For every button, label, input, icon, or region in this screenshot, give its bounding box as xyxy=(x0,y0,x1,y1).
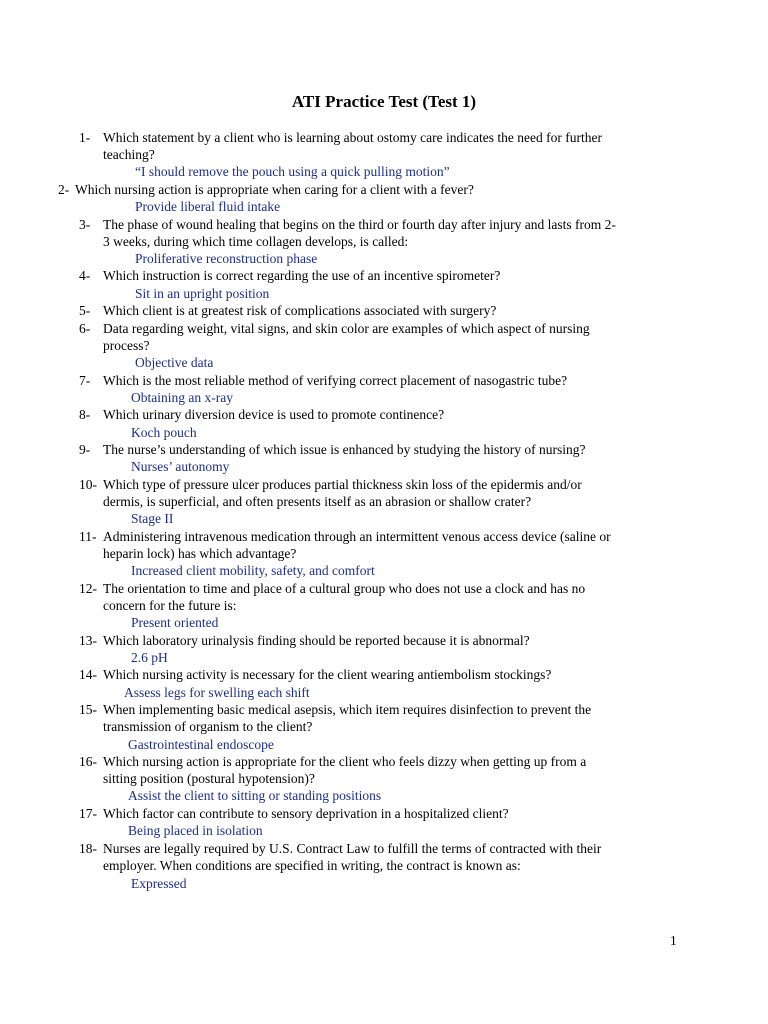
answer-9: Nurses’ autonomy xyxy=(131,459,230,474)
question-number: 9- xyxy=(79,442,91,457)
question-text-line: Which instruction is correct regarding the use of an incentive spirometer? xyxy=(103,268,501,283)
question-text-line: Administering intravenous medication through an intermittent venous access device (saline or xyxy=(103,529,611,544)
question-number: 3- xyxy=(79,217,91,232)
answer-12: Present oriented xyxy=(131,615,219,630)
question-text-line: sitting position (postural hypotension)? xyxy=(103,771,315,786)
question-number: 17- xyxy=(79,806,97,821)
question-number: 16- xyxy=(79,754,97,769)
answer-11: Increased client mobility, safety, and comfort xyxy=(131,563,375,578)
answer-10: Stage II xyxy=(131,511,174,526)
question-number: 6- xyxy=(79,321,91,336)
answer-4: Sit in an upright position xyxy=(135,286,270,301)
answer-2: Provide liberal fluid intake xyxy=(135,199,281,214)
question-text-line: Which nursing action is appropriate for the client who feels dizzy when getting up from a xyxy=(103,754,587,769)
question-text-line: When implementing basic medical asepsis, which item requires disinfection to prevent the xyxy=(103,702,592,717)
answer-13: 2.6 pH xyxy=(131,650,168,665)
answer-7: Obtaining an x-ray xyxy=(131,390,233,405)
question-number: 15- xyxy=(79,702,97,717)
question-text-line: Which laboratory urinalysis finding should be reported because it is abnormal? xyxy=(103,633,530,648)
answer-6: Objective data xyxy=(135,355,214,370)
question-number: 4- xyxy=(79,268,91,283)
question-number: 5- xyxy=(79,303,91,318)
question-number: 8- xyxy=(79,407,91,422)
answer-17: Being placed in isolation xyxy=(128,823,263,838)
question-text-line: heparin lock) has which advantage? xyxy=(103,546,297,561)
answer-18: Expressed xyxy=(131,876,187,891)
page-number: 1 xyxy=(670,933,677,948)
question-text-line: Which nursing activity is necessary for the client wearing antiembolism stockings? xyxy=(103,667,552,682)
question-text-line: process? xyxy=(103,338,150,353)
question-text-line: Which statement by a client who is learning about ostomy care indicates the need for further xyxy=(103,130,602,145)
question-text-line: 3 weeks, during which time collagen develops, is called: xyxy=(103,234,409,249)
question-text-line: The orientation to time and place of a cultural group who does not use a clock and has no xyxy=(103,581,586,596)
page-title: ATI Practice Test (Test 1) xyxy=(291,92,477,111)
question-text-line: Which client is at greatest risk of complications associated with surgery? xyxy=(103,303,497,318)
question-number: 10- xyxy=(79,477,97,492)
question-text-line: Which urinary diversion device is used to promote continence? xyxy=(103,407,445,422)
question-text-line: Nurses are legally required by U.S. Contract Law to fulfill the terms of contracted with their xyxy=(103,841,602,856)
answer-15: Gastrointestinal endoscope xyxy=(128,737,274,752)
question-text-line: Which factor can contribute to sensory deprivation in a hospitalized client? xyxy=(103,806,509,821)
question-text-line: Data regarding weight, vital signs, and skin color are examples of which aspect of nursing xyxy=(103,321,590,336)
question-text-line: The nurse’s understanding of which issue is enhanced by studying the history of nursing? xyxy=(103,442,586,457)
answer-8: Koch pouch xyxy=(131,425,197,440)
question-number: 18- xyxy=(79,841,97,856)
question-text-line: teaching? xyxy=(103,147,155,162)
question-text-line: transmission of organism to the client? xyxy=(103,719,313,734)
question-number: 11- xyxy=(79,529,97,544)
question-text-line: Which is the most reliable method of verifying correct placement of nasogastric tube? xyxy=(103,373,568,388)
question-text-line: employer. When conditions are specified in writing, the contract is known as: xyxy=(103,858,521,873)
question-text-line: Which type of pressure ulcer produces partial thickness skin loss of the epidermis and/or xyxy=(103,477,582,492)
answer-14: Assess legs for swelling each shift xyxy=(124,685,310,700)
answer-1: “I should remove the pouch using a quick pulling motion” xyxy=(135,164,450,179)
question-text-line: Which nursing action is appropriate when caring for a client with a fever? xyxy=(75,182,474,197)
answer-3: Proliferative reconstruction phase xyxy=(135,251,318,266)
question-number: 1- xyxy=(79,130,91,145)
question-text-line: concern for the future is: xyxy=(103,598,237,613)
question-text-line: dermis, is superficial, and often presents itself as an abrasion or shallow crater? xyxy=(103,494,532,509)
question-text-line: The phase of wound healing that begins on the third or fourth day after injury and lasts from 2- xyxy=(103,217,616,232)
answer-16: Assist the client to sitting or standing positions xyxy=(128,788,382,803)
question-number: 14- xyxy=(79,667,97,682)
question-number: 2- xyxy=(58,182,70,197)
question-number: 7- xyxy=(79,373,91,388)
question-number: 13- xyxy=(79,633,97,648)
question-number: 12- xyxy=(79,581,97,596)
